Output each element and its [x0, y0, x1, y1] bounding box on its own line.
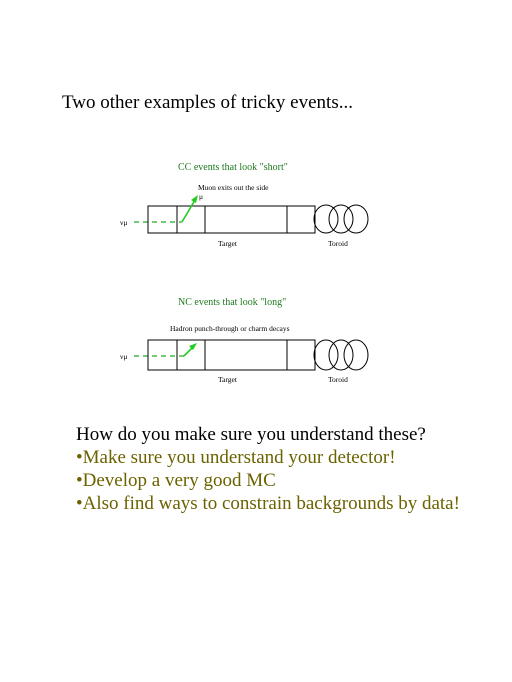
question-text: How do you make sure you understand these? [76, 424, 426, 445]
bullet-item: •Make sure you understand your detector! [76, 447, 396, 468]
nc-long-diagram [120, 297, 368, 384]
cc-target-box [148, 206, 315, 233]
cc-toroid-coil [329, 205, 353, 233]
cc-toroid-label: Toroid [328, 239, 348, 248]
cc-annotation: Muon exits out the side [198, 183, 269, 192]
nc-toroid-label: Toroid [328, 375, 348, 384]
nc-toroid-coil [329, 340, 353, 370]
page-title: Two other examples of tricky events... [62, 92, 353, 113]
cc-muon-track [182, 200, 195, 222]
nc-hadron-track [184, 348, 192, 356]
cc-short-diagram [120, 162, 368, 248]
nc-caption: NC events that look "long" [178, 297, 287, 308]
muon-label: μ [199, 192, 204, 201]
cc-beam-label: νμ [120, 218, 128, 227]
nc-annotation: Hadron punch-through or charm decays [170, 324, 290, 333]
cc-caption: CC events that look "short" [178, 162, 288, 173]
cc-toroid-coil [344, 205, 368, 233]
nc-target-box [148, 340, 315, 370]
nc-toroid-coil [314, 340, 338, 370]
nc-toroid-coil [344, 340, 368, 370]
bullet-item: •Develop a very good MC [76, 470, 276, 491]
cc-target-label: Target [218, 239, 237, 248]
nc-target-label: Target [218, 375, 237, 384]
cc-toroid-coil [314, 205, 338, 233]
nc-beam-label: νμ [120, 352, 128, 361]
discussion-text [76, 423, 460, 515]
bullet-item: •Also find ways to constrain backgrounds by data! [76, 493, 460, 514]
cc-muon-arrowhead [191, 195, 198, 203]
